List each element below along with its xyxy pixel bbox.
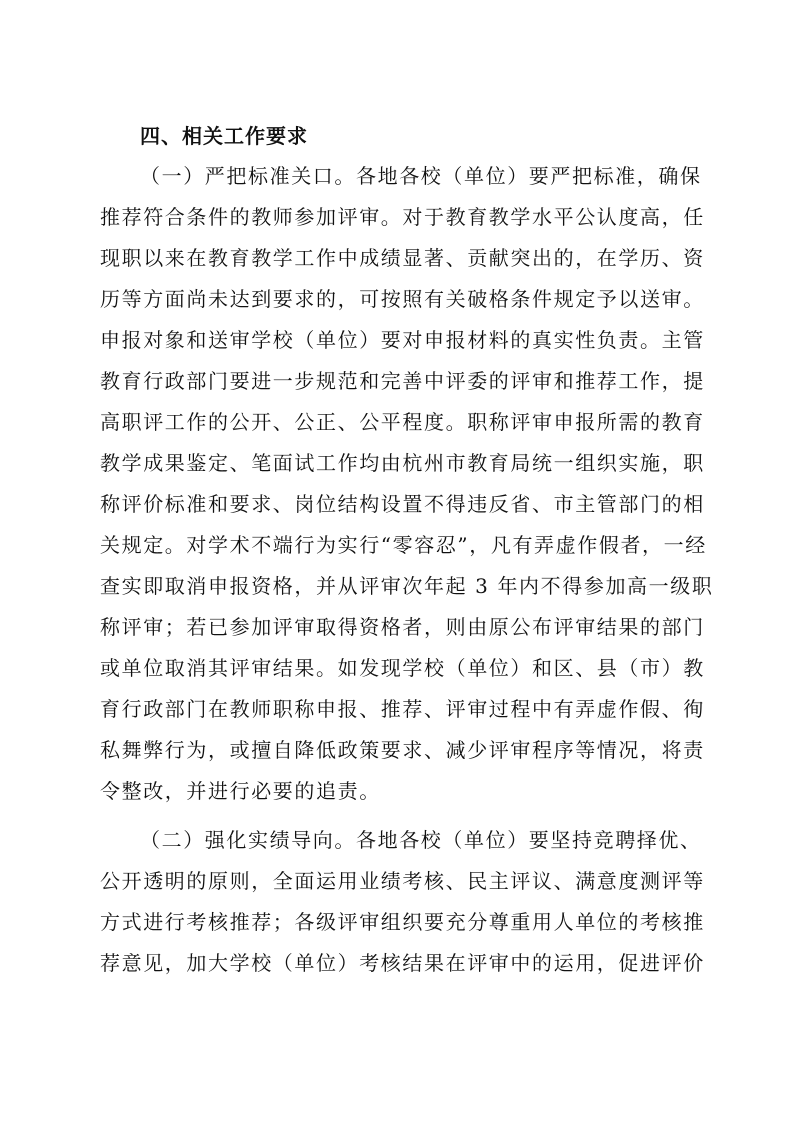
paragraph-line: 申报对象和送审学校（单位）要对申报材料的真实性负责。主管 (100, 328, 705, 352)
paragraph-line: 或单位取消其评审结果。如发现学校（单位）和区、县（市）教 (100, 656, 705, 680)
paragraph-line: 育行政部门在教师职称申报、推荐、评审过程中有弄虚作假、徇 (100, 697, 705, 721)
paragraph-line: 公开透明的原则，全面运用业绩考核、民主评议、满意度测评等 (100, 869, 705, 893)
paragraph-line: 查实即取消申报资格，并从评审次年起 3 年内不得参加高一级职 (100, 574, 714, 598)
paragraph-line: 高职评工作的公开、公正、公平程度。职称评审申报所需的教育 (100, 410, 705, 434)
paragraph-line: 教学成果鉴定、笔面试工作均由杭州市教育局统一组织实施，职 (100, 451, 705, 475)
section-heading: 四、相关工作要求 (140, 124, 308, 148)
paragraph-line: 推荐符合条件的教师参加评审。对于教育教学水平公认度高，任 (100, 205, 705, 229)
paragraph-line: 教育行政部门要进一步规范和完善中评委的评审和推荐工作，提 (100, 369, 705, 393)
paragraph-line: 关规定。对学术不端行为实行“零容忍”，凡有弄虚作假者，一经 (100, 533, 707, 557)
paragraph-line: （一）严把标准关口。各地各校（单位）要严把标准，确保 (140, 164, 702, 188)
paragraph-line: 历等方面尚未达到要求的，可按照有关破格条件规定予以送审。 (100, 287, 705, 311)
paragraph-line: 方式进行考核推荐；各级评审组织要充分尊重用人单位的考核推 (100, 910, 705, 934)
paragraph-line: 称评价标准和要求、岗位结构设置不得违反省、市主管部门的相 (100, 492, 705, 516)
paragraph-line: 现职以来在教育教学工作中成绩显著、贡献突出的，在学历、资 (100, 246, 705, 270)
paragraph-line: 私舞弊行为，或擅自降低政策要求、减少评审程序等情况，将责 (100, 738, 705, 762)
paragraph-line: 令整改，并进行必要的追责。 (100, 779, 381, 803)
paragraph-line: （二）强化实绩导向。各地各校（单位）要坚持竞聘择优、 (140, 828, 702, 852)
paragraph-line: 称评审；若已参加评审取得资格者，则由原公布评审结果的部门 (100, 615, 705, 639)
paragraph-line: 荐意见，加大学校（单位）考核结果在评审中的运用，促进评价 (100, 951, 705, 975)
